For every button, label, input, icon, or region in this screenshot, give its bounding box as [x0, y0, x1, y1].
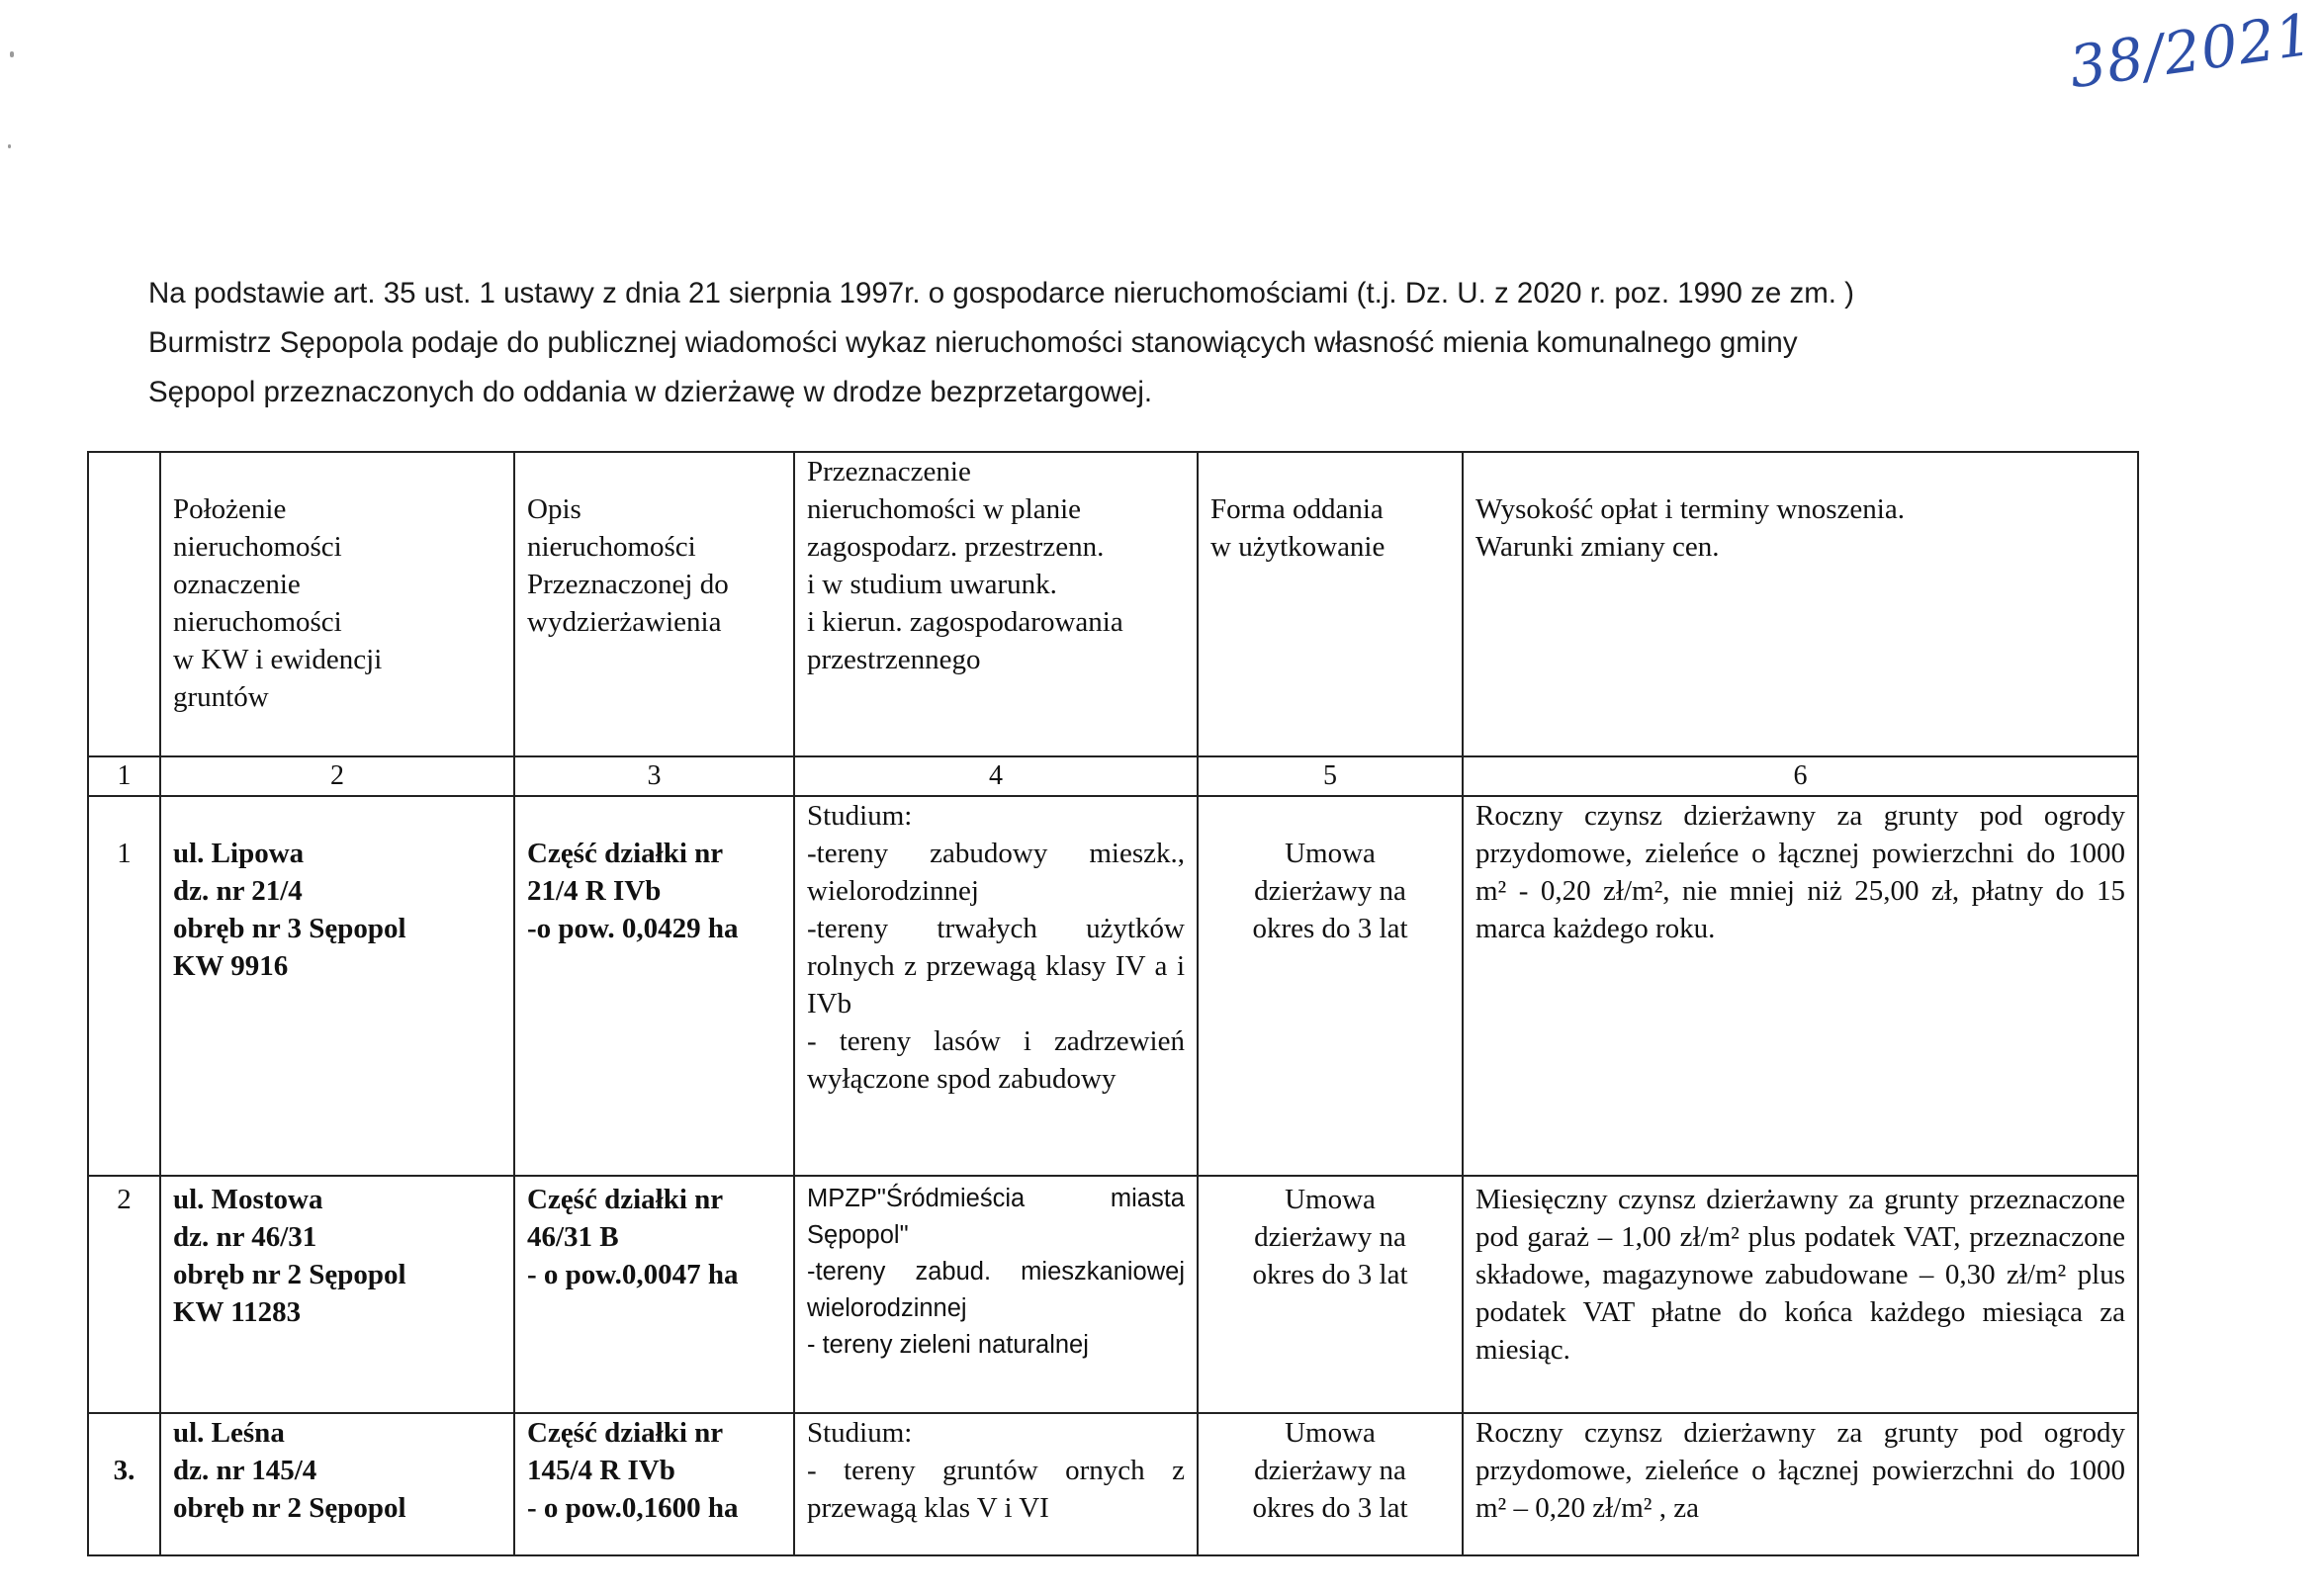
column-number-row	[88, 756, 2138, 796]
column-number: 6	[1463, 756, 2138, 796]
header-fees: Wysokość opłat i terminy wnoszenia. Warunki zmiany cen.	[1463, 452, 2138, 756]
table-header-row	[88, 452, 2138, 756]
location-cell: ul. Mostowa dz. nr 46/31 obręb nr 2 Sępopol KW 11283	[160, 1176, 514, 1413]
location-cell: ul. Lipowa dz. nr 21/4 obręb nr 3 Sępopol KW 9916	[160, 796, 514, 1176]
row-number: 3.	[88, 1413, 160, 1555]
form-cell: Umowa dzierżawy na okres do 3 lat	[1198, 1176, 1463, 1413]
header-form: Forma oddania w użytkowanie	[1198, 452, 1463, 756]
location-cell: ul. Leśna dz. nr 145/4 obręb nr 2 Sępopol	[160, 1413, 514, 1555]
description-cell: Część działki nr 145/4 R IVb - o pow.0,1600 ha	[514, 1413, 794, 1555]
purpose-cell: Studium: - tereny gruntów ornych z przewagą klas V i VI	[794, 1413, 1198, 1555]
table-row	[88, 796, 2138, 1176]
description-cell: Część działki nr 46/31 B - o pow.0,0047 ha	[514, 1176, 794, 1413]
table-row	[88, 1176, 2138, 1413]
purpose-cell: Studium: -tereny zabudowy mieszk., wielorodzinnej -tereny trwałych użytków rolnych z przewagą klasy IV a i IVb - tereny lasów i zadrzewień wyłączone spod zabudowy	[794, 796, 1198, 1176]
row-number: 1	[88, 796, 160, 1176]
fees-cell: Miesięczny czynsz dzierżawny za grunty przeznaczone pod garaż – 1,00 zł/m² plus podatek VAT, przeznaczone składowe, magazynowe zabudowane – 0,30 zł/m² plus podatek VAT płatne do końca każdego miesiąca za miesiąc.	[1463, 1176, 2138, 1413]
intro-paragraph	[148, 269, 2106, 417]
purpose-cell: MPZP"Śródmieścia miasta Sępopol" -tereny zabud. mieszkaniowej wielorodzinnej - tereny zieleni naturalnej	[794, 1176, 1198, 1413]
handwritten-reference-number: 38/2021	[2065, 0, 2318, 102]
column-number: 5	[1198, 756, 1463, 796]
intro-line: Burmistrz Sępopola podaje do publicznej wiadomości wykaz nieruchomości stanowiących własność mienia komunalnego gminy	[148, 326, 1798, 359]
form-cell: Umowa dzierżawy na okres do 3 lat	[1198, 796, 1463, 1176]
description-cell: Część działki nr 21/4 R IVb -o pow. 0,0429 ha	[514, 796, 794, 1176]
header-lp	[88, 452, 160, 756]
intro-line: Na podstawie art. 35 ust. 1 ustawy z dnia 21 sierpnia 1997r. o gospodarce nieruchomościami (t.j. Dz. U. z 2020 r. poz. 1990 ze zm. )	[148, 277, 1854, 310]
column-number: 1	[88, 756, 160, 796]
header-description: Opis nieruchomości Przeznaczonej do wydzierżawienia	[514, 452, 794, 756]
fees-cell: Roczny czynsz dzierżawny za grunty pod ogrody przydomowe, zieleńce o łącznej powierzchni do 1000 m² - 0,20 zł/m², nie mniej niż 25,00 zł, płatny do 15 marca każdego roku.	[1463, 796, 2138, 1176]
header-location: Położenie nieruchomości oznaczenie nieruchomości w KW i ewidencji gruntów	[160, 452, 514, 756]
scan-speck	[8, 144, 11, 148]
property-list-table	[87, 451, 2139, 1556]
column-number: 3	[514, 756, 794, 796]
scan-speck	[10, 51, 14, 57]
header-purpose: Przeznaczenie nieruchomości w planie zagospodarz. przestrzenn. i w studium uwarunk. i kierun. zagospodarowania przestrzennego	[794, 452, 1198, 756]
fees-cell: Roczny czynsz dzierżawny za grunty pod ogrody przydomowe, zieleńce o łącznej powierzchni do 1000 m² – 0,20 zł/m² , za	[1463, 1413, 2138, 1555]
table-row	[88, 1413, 2138, 1555]
intro-line: Sępopol przeznaczonych do oddania w dzierżawę w drodze bezprzetargowej.	[148, 376, 1153, 408]
row-number: 2	[88, 1176, 160, 1413]
form-cell: Umowa dzierżawy na okres do 3 lat	[1198, 1413, 1463, 1555]
column-number: 4	[794, 756, 1198, 796]
column-number: 2	[160, 756, 514, 796]
